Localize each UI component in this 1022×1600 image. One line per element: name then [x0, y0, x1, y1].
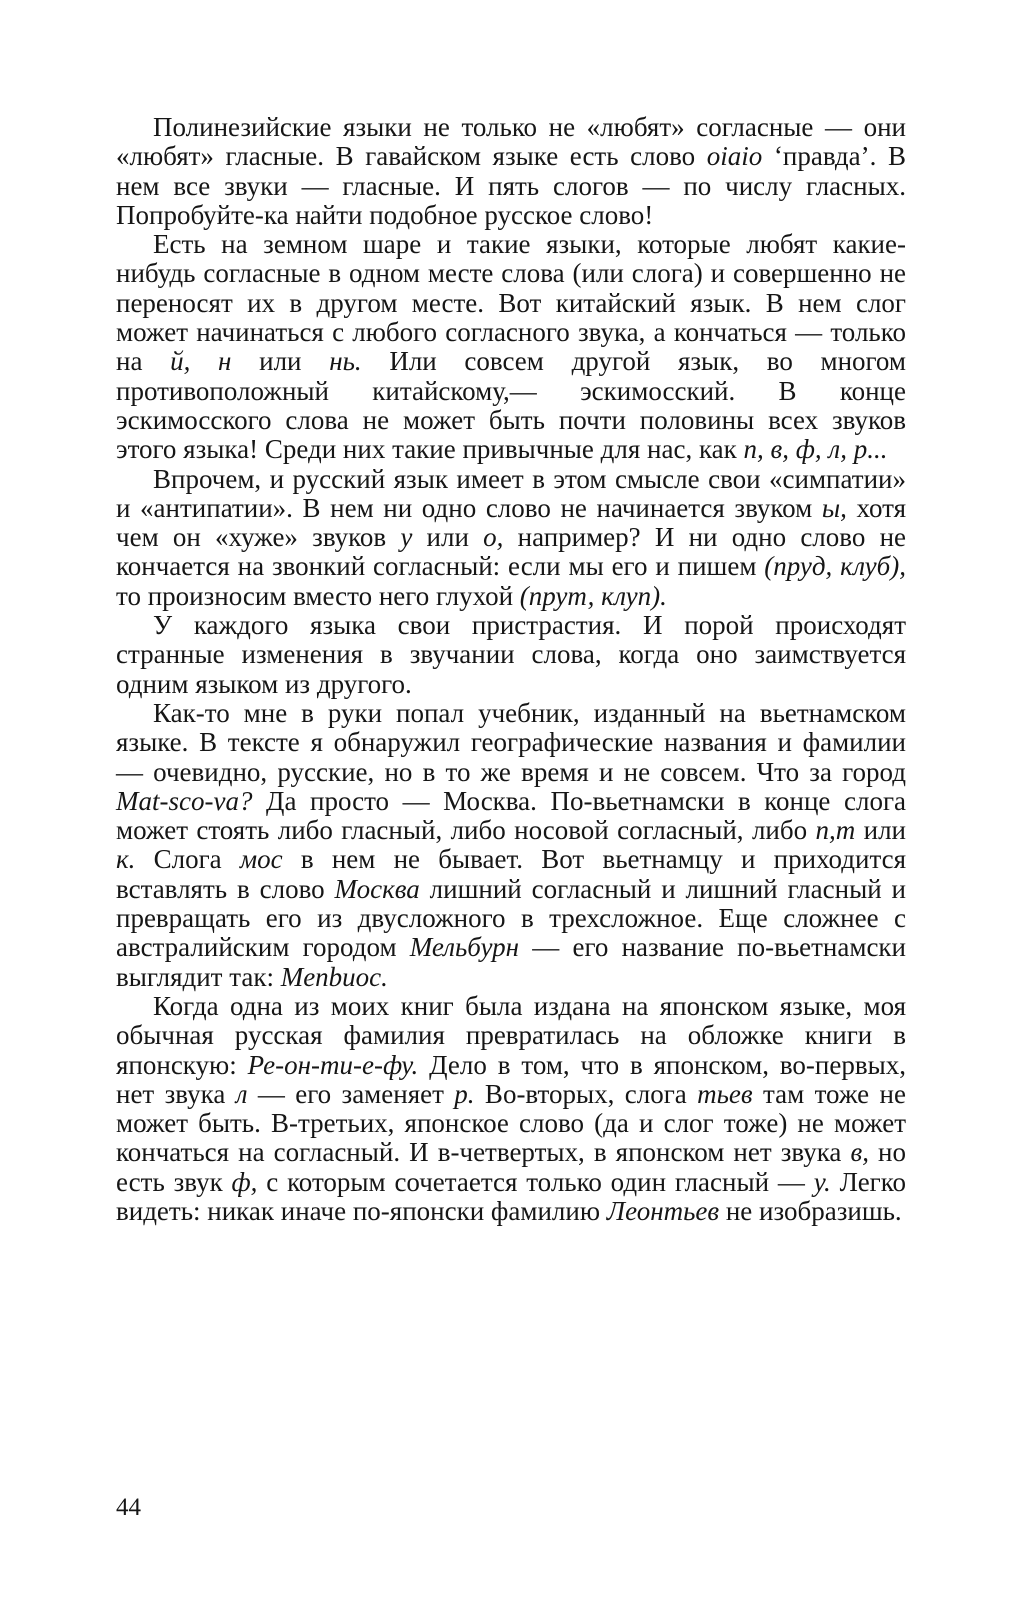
text-run: Легко видеть: никак иначе по-японски фамилию [116, 1166, 907, 1226]
text-run: лишний согласный и лишний гласный и превращать его из двусложного в трехсложное. Еще сложнее с австралийским городом [116, 873, 907, 963]
text-run: Или совсем другой язык, во многом противоположный китайскому,— эскимосский. В конце эскимосского слова не может быть почти половины всех звуков этого языка! Среди них такие привычные для нас, как [116, 346, 907, 465]
italic-text: р. [454, 1078, 475, 1109]
paragraph [116, 465, 906, 611]
italic-text: л [235, 1078, 248, 1109]
italic-text: й, н [170, 346, 232, 377]
italic-text: ы, [821, 492, 847, 523]
italic-text: Ре-он-ти-е-фу. [247, 1049, 419, 1080]
text-run: — его заменяет [247, 1078, 455, 1109]
text-run: — его название по-вьетнамски выглядит так: [116, 932, 906, 992]
italic-text: Мельбурн [409, 932, 520, 963]
text-run: в нем не бывает. Вот вьетнамцу и приходится вставлять в слово [116, 844, 906, 904]
italic-text: (прут, клуп). [519, 580, 667, 611]
text-run: Как-то мне в руки попал учебник, изданный на вьетнамском языке. В тексте я обнаружил географические названия и фамилии — очевидно, русские, но в то же время и не совсем. Что за город [116, 697, 906, 787]
text-run: или [231, 346, 330, 377]
italic-text: Леонтьев [606, 1195, 720, 1226]
text-run: Впрочем, и русский язык имеет в этом смысле свои «симпатии» и «антипатии». В нем ни одно слово не начинается звуком [116, 463, 906, 523]
text-run: Во-вторых, слога [474, 1078, 698, 1109]
italic-text: нь. [329, 346, 362, 377]
italic-text: тьев [697, 1078, 753, 1109]
text-run: с которым сочетается только один гласный — [257, 1166, 814, 1197]
italic-text: п,т [815, 815, 856, 846]
paragraph [116, 699, 906, 992]
text-run: не изобразишь. [719, 1195, 902, 1226]
text-run: Слога [135, 844, 240, 875]
italic-text: мос [239, 844, 283, 875]
text-run: но есть звук [116, 1137, 906, 1197]
italic-text: у [400, 522, 413, 553]
body-text [116, 113, 906, 1226]
italic-text: в, [850, 1137, 869, 1168]
italic-text: (пруд, клуб), [764, 551, 906, 582]
text-run: или [855, 815, 907, 846]
text-run: Есть на земном шаре и такие языки, которые любят какие-нибудь согласные в одном месте слова (или слога) и совершенно не переносят их в другом месте. Вот китайский язык. В нем слог может начинаться с любого согласного звука, а кончаться — только на [116, 229, 906, 377]
italic-text: о, [483, 522, 504, 553]
italic-text: у. [813, 1166, 831, 1197]
text-run: Когда одна из моих книг была издана на японском языке, моя обычная русская фамилия превратилась на обложке книги в японскую: [116, 990, 906, 1080]
text-run: там тоже не может быть. В-третьих, японское слово (да и слог тоже) не может кончаться на согласный. И в-четвертых, в японском нет звука [116, 1078, 906, 1168]
text-run: Да просто — Москва. По-вьетнамски в конце слога может стоять либо гласный, либо носовой согласный, либо [116, 785, 906, 846]
paragraph [116, 113, 906, 230]
paragraph [116, 992, 906, 1226]
italic-text: п, в, ф, л, р... [743, 434, 888, 465]
page-number: 44 [116, 1494, 141, 1521]
text-run: У каждого языка свои пристрастия. И порой происходят странные изменения в звучании слова, когда оно заимствуется одним языком из другого. [116, 610, 906, 699]
text-run: Полинезийские языки не только не «любят» согласные — они «любят» гласные. В гавайском языке есть слово [116, 112, 906, 172]
italic-text: Москва [334, 873, 420, 904]
text-run: Дело в том, что в японском, во-первых, нет звука [116, 1049, 906, 1109]
text-run: например? И ни одно слово не кончается на звонкий согласный: если мы его и пишем [116, 522, 907, 582]
text-run: хотя чем он «хуже» звуков [116, 492, 906, 553]
paragraph [116, 230, 906, 464]
italic-text: Mat-sco-va? [116, 785, 253, 816]
paragraph [116, 611, 906, 699]
text-run: то произносим вместо него глухой [116, 580, 520, 611]
italic-text: Menbuoc. [280, 961, 388, 992]
italic-text: oiaio [706, 141, 763, 172]
text-run: или [412, 522, 484, 553]
italic-text: ф, [231, 1166, 258, 1197]
italic-text: к. [116, 844, 136, 875]
text-run: ‘правда’. В нем все звуки — гласные. И пять слогов — по числу гласных. Попробуйте-ка найти подобное русское слово! [116, 141, 906, 230]
